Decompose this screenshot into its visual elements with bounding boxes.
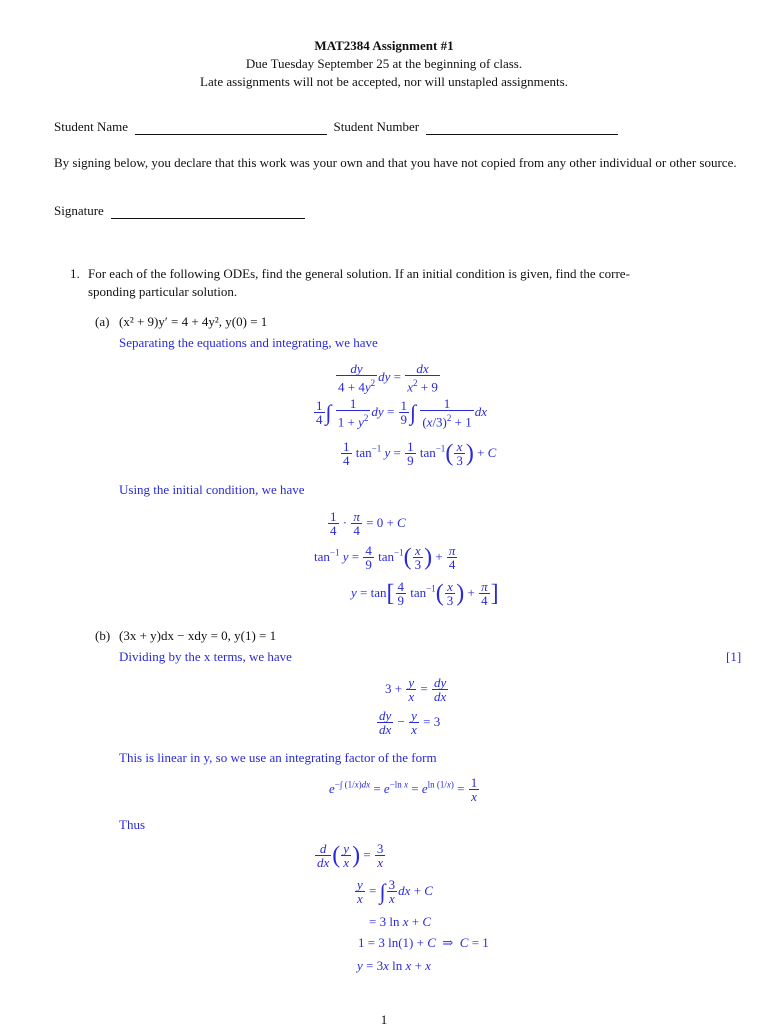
part-b-intro: Dividing by the x terms, we have (119, 649, 292, 664)
signature-label: Signature (54, 203, 104, 218)
equation-b8: y = 3x ln x + x (357, 958, 431, 973)
equation-a2: $\frac{1}{4}$ ∫ $\frac{1}{1 + y^2}$ dy = $\frac{1}{9}$ ∫ $\frac{1}{(x/3)^2 + 1}$ dx (316, 396, 488, 430)
equation-b6: = 3 ln x + C (369, 914, 431, 929)
question-text-line1: For each of the following ODEs, find the general solution. If an initial condition is given, find the corre- (88, 266, 630, 281)
signature-row (54, 203, 305, 219)
student-name-label: Student Name (54, 119, 129, 134)
equation-b4: $\frac{d}{dx}$ ( $\frac{y}{x}$ ) = $\frac{3}{x}$ (317, 841, 384, 870)
part-b-label: (b) (95, 628, 111, 643)
question-text-line2: sponding particular solution. (88, 284, 238, 299)
assignment-title: MAT2384 Assignment #1 (314, 38, 454, 53)
part-a-initial-intro: Using the initial condition, we have (119, 482, 305, 497)
equation-b1: 3 + $\frac{y}{x}$ = $\frac{dy}{dx}$ (385, 675, 447, 704)
part-a-label: (a) (95, 314, 110, 329)
question-number: 1. (70, 266, 80, 281)
page-number: 1 (380, 1012, 388, 1027)
equation-a3: $\frac{1}{4}$ $\tan^{-1} y$ = $\frac{1}{9}$ $\tan^{-1}$( $\frac{x}{3}$ ) + C (343, 439, 497, 468)
part-a-intro: Separating the equations and integrating, we have (119, 335, 378, 350)
equation-a6: y = tan[ $\frac{4}{9}$ $\tan^{-1}$( $\frac{x}{3}$ ) + $\frac{\pi}{4}$ ] (351, 579, 499, 608)
student-name-row (54, 119, 618, 135)
equation-b7: 1 = 3 ln(1) + C ⇒ C = 1 (358, 935, 489, 950)
equation-b5: $\frac{y}{x}$ = ∫ $\frac{3}{x}$ dx + C (357, 877, 433, 906)
part-b-linear-intro: This is linear in y, so we use an integrating factor of the form (119, 750, 437, 765)
due-date: Due Tuesday September 25 at the beginning of class. (245, 56, 523, 71)
part-b-mark: [1] (726, 649, 742, 664)
late-policy: Late assignments will not be accepted, nor will unstapled assignments. (200, 74, 568, 89)
student-name-field[interactable] (135, 134, 327, 135)
part-a-problem: (x² + 9)y′ = 4 + 4y², y(0) = 1 (119, 314, 268, 329)
student-number-label: Student Number (333, 119, 420, 134)
equation-b2: $\frac{dy}{dx}$ − $\frac{y}{x}$ = 3 (379, 708, 441, 737)
part-b-thus: Thus (119, 817, 145, 832)
equation-a5: $\tan^{-1} y$ = $\frac{4}{9}$ $\tan^{-1}$( $\frac{x}{3}$ ) + $\frac{\pi}{4}$ (314, 543, 456, 572)
equation-b3: $e^{-\int (1/x)dx} = e^{-ln x} = e^{ln (1/x)}$ = $\frac{1}{x}$ (329, 775, 478, 804)
declaration-text: By signing below, you declare that this work was your own and that you have not copied from any other individual or other source. (54, 155, 737, 170)
student-number-field[interactable] (426, 134, 618, 135)
part-b-problem: (3x + y)dx − xdy = 0, y(1) = 1 (119, 628, 277, 643)
equation-a1: $\frac{dy}{4 + 4y^2}$ dy = $\frac{dx}{x^2 + 9}$ (338, 361, 438, 395)
equation-a4: $\frac{1}{4}$ · $\frac{\pi}{4}$ = 0 + C (330, 509, 406, 538)
signature-field[interactable] (111, 218, 305, 219)
